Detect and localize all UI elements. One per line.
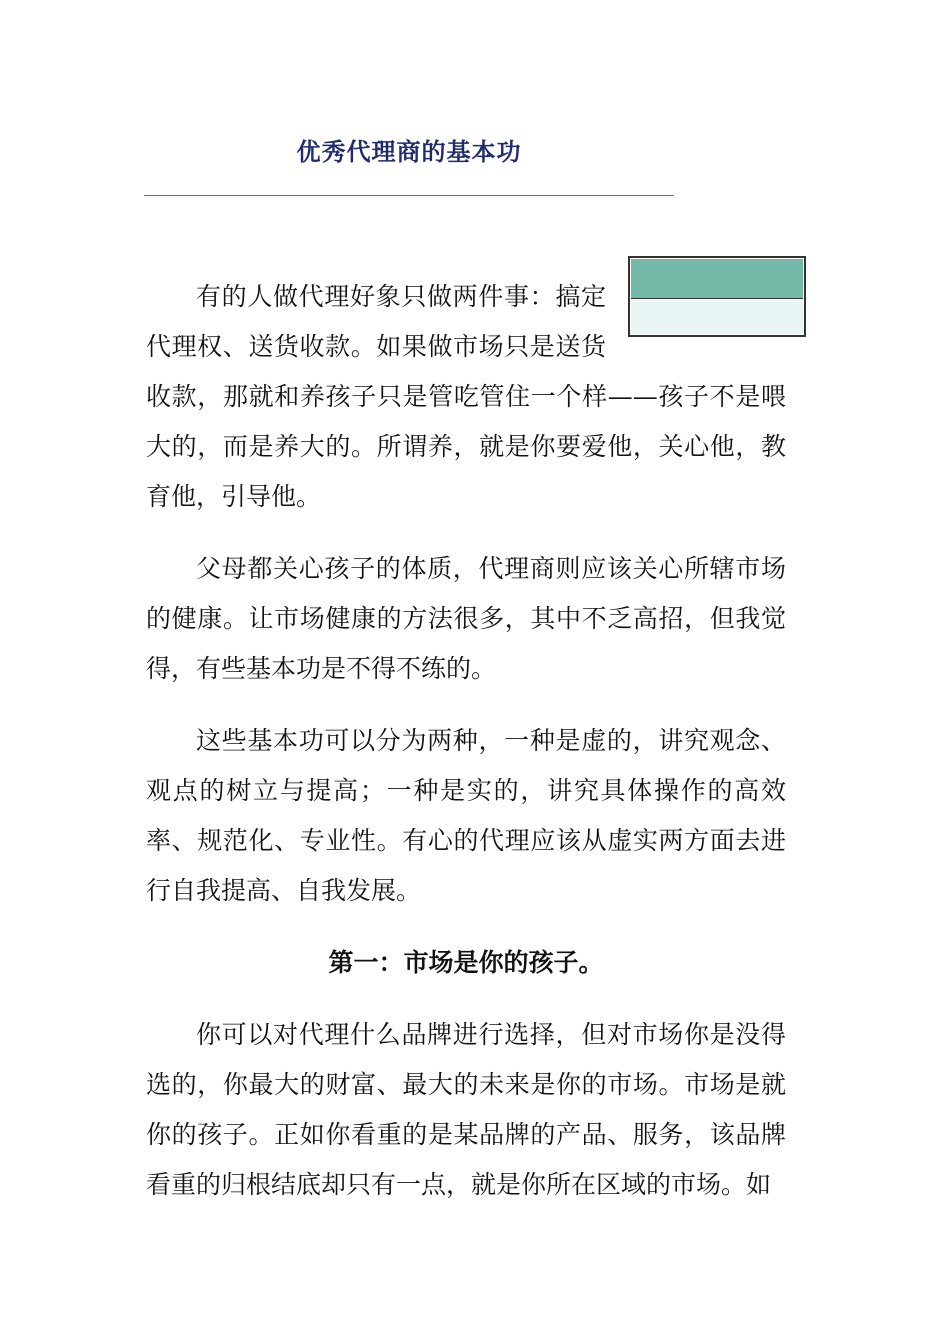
document-body xyxy=(146,272,786,1232)
paragraph-2: 父母都关心孩子的体质，代理商则应该关心所辖市场的健康。让市场健康的方法很多，其中不乏高招，但我觉得，有些基本功是不得不练的。 xyxy=(146,554,786,683)
paragraph-3: 这些基本功可以分为两种，一种是虚的，讲究观念、观点的树立与提高；一种是实的，讲究具体操作的高效率、规范化、专业性。有心的代理应该从虚实两方面去进行自我提高、自我发展。 xyxy=(146,726,786,905)
paragraph-1-text: 有的人做代理好象只做两件事：搞定代理权、送货收款。如果做市场只是送货收款，那就和养孩子只是管吃管住一个样——孩子不是喂大的，而是养大的。所谓养，就是你要爱他，关心他，教育他，引导他。 xyxy=(146,282,786,511)
floating-box-header-cell xyxy=(631,259,803,299)
title-divider xyxy=(144,195,674,196)
floating-table-box xyxy=(628,256,806,337)
document-title: 优秀代理商的基本功 xyxy=(296,137,522,166)
section-paragraph-1: 你可以对代理什么品牌进行选择，但对市场你是没得选的，你最大的财富、最大的未来是你的市场。市场是就你的孩子。正如你看重的是某品牌的产品、服务，该品牌看重的归根结底却只有一点，就是你所在区域的市场。如 xyxy=(146,1020,786,1199)
paragraph-1 xyxy=(146,272,786,522)
section-heading: 第一：市场是你的孩子。 xyxy=(328,948,604,977)
floating-box-body-cell xyxy=(631,300,803,334)
